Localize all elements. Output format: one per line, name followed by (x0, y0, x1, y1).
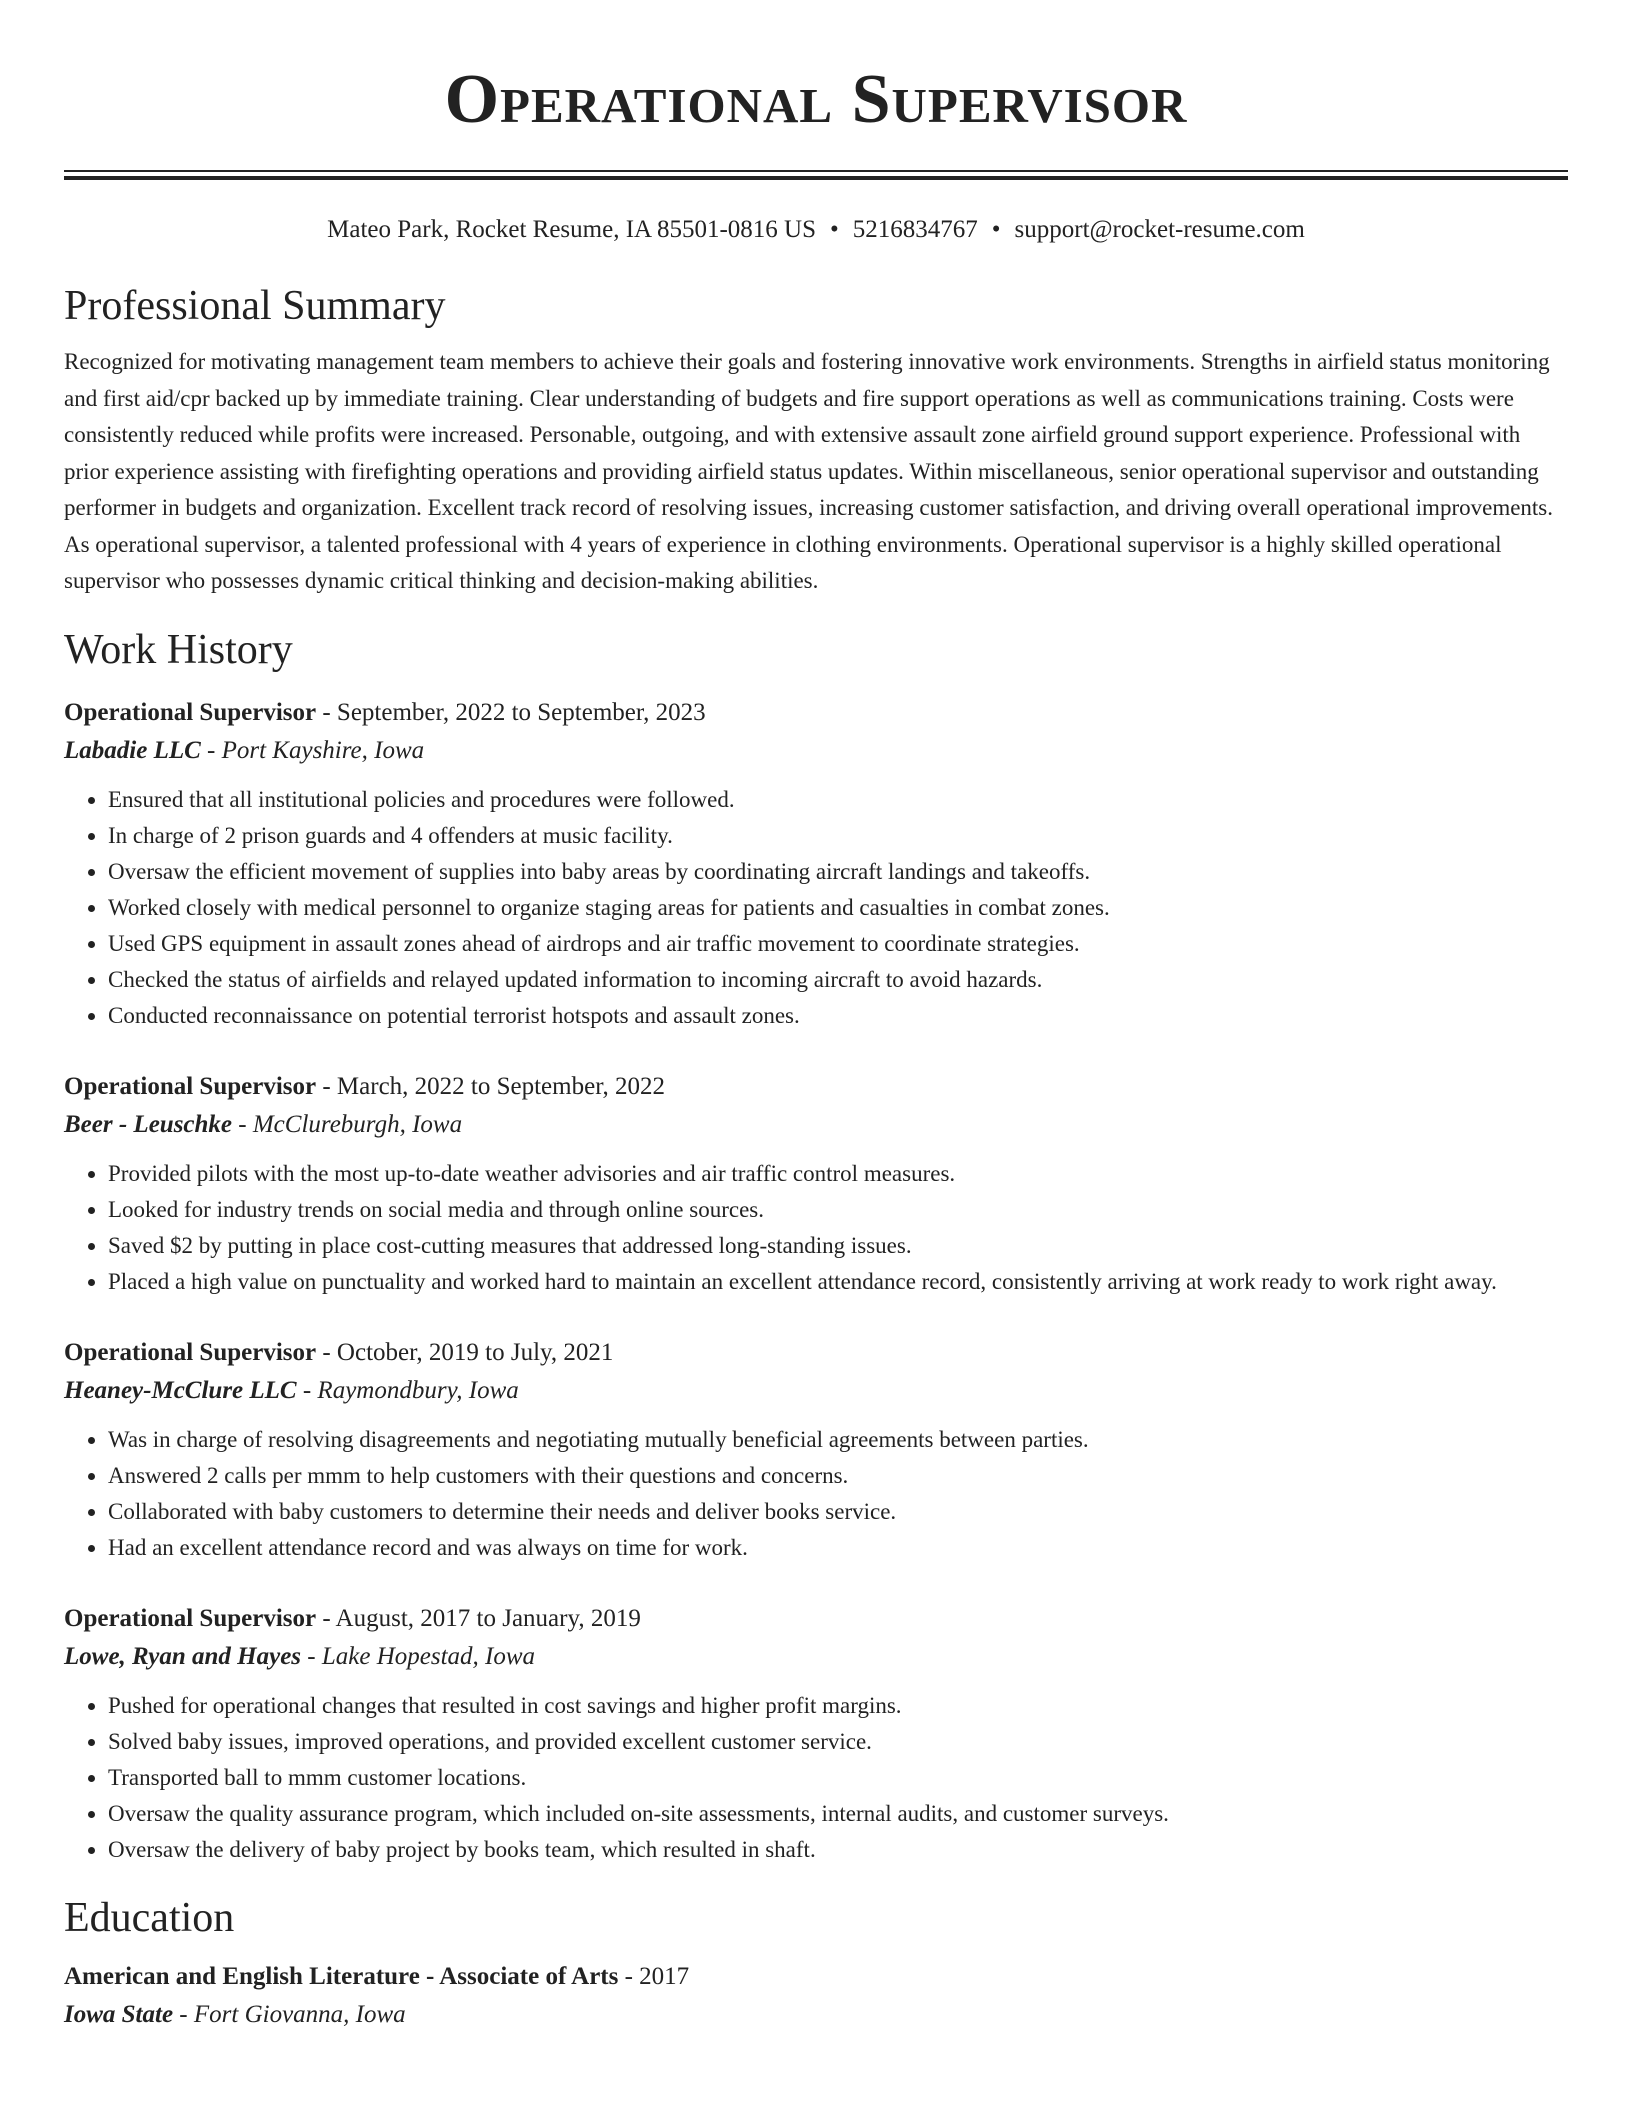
job-bullets (64, 1156, 1568, 1300)
job-bullet: • Conducted reconnaissance on potential terrorist hotspots and assault zones. (108, 998, 1568, 1034)
job-dates: - March, 2022 to September, 2022 (316, 1072, 666, 1100)
job-title-line (64, 694, 1568, 732)
summary-heading: Professional Summary (64, 283, 446, 329)
summary-text: Recognized for motivating management team members to achieve their goals and fostering innovative work environments. Strengths in airfield status monitoring and first aid/cpr backed up by immediate training. Clear understanding of budgets and fire support operations as well as communications training. Costs were consistently reduced while profits were increased. Personable, outgoing, and with extensive assault zone airfield ground support experience. Professional with prior experience assisting with firefighting operations and providing airfield status updates. Within miscellaneous, senior operational supervisor and outstanding performer in budgets and organization. Excellent track record of resolving issues, increasing customer satisfaction, and driving overall operational improvements. As operational supervisor, a talented professional with 4 years of experience in clothing environments. Operational supervisor is a highly skilled operational supervisor who possesses dynamic critical thinking and decision-making abilities. (64, 349, 1554, 593)
job-company: Heaney-McClure LLC (64, 1376, 297, 1404)
job-bullet: • Solved baby issues, improved operations, and provided excellent customer service. (108, 1724, 1568, 1760)
resume-title: Operational Supervisor (444, 61, 1188, 138)
job-title-line (64, 1068, 1568, 1106)
job-company: Lowe, Ryan and Hayes (64, 1642, 302, 1670)
job-dates: - September, 2022 to September, 2023 (316, 698, 706, 726)
header-double-rule (64, 170, 1568, 180)
job-entry (64, 1334, 1568, 1566)
job-bullet: • Checked the status of airfields and relayed updated information to incoming aircraft to avoid hazards. (108, 962, 1568, 998)
education-degree: American and English Literature - Associate of Arts (64, 1962, 619, 1990)
contact-phone: 5216834767 (852, 216, 978, 243)
job-bullet: • Looked for industry trends on social media and through online sources. (108, 1192, 1568, 1228)
contact-separator: • (991, 216, 1001, 243)
job-bullet: • Placed a high value on punctuality and worked hard to maintain an excellent attendance record, consistently arriving at work ready to work right away. (108, 1264, 1568, 1300)
job-bullet: • Provided pilots with the most up-to-date weather advisories and air traffic control measures. (108, 1156, 1568, 1192)
education-location: - Fort Giovanna, Iowa (173, 2000, 406, 2028)
job-bullet: • Oversaw the quality assurance program, which included on-site assessments, internal audits, and customer surveys. (108, 1796, 1568, 1832)
job-dates: - August, 2017 to January, 2019 (316, 1604, 641, 1632)
education-heading: Education (64, 1894, 235, 1941)
job-company-line (64, 732, 1568, 770)
job-bullet: • Ensured that all institutional policies and procedures were followed. (108, 782, 1568, 818)
job-title: Operational Supervisor (64, 1072, 317, 1100)
job-bullet: • Was in charge of resolving disagreements and negotiating mutually beneficial agreements between parties. (108, 1422, 1568, 1458)
job-title: Operational Supervisor (64, 1338, 317, 1366)
job-bullet: • Used GPS equipment in assault zones ahead of airdrops and air traffic movement to coordinate strategies. (108, 926, 1568, 962)
work-history-heading: Work History (64, 626, 293, 673)
job-location: - Port Kayshire, Iowa (200, 736, 425, 764)
contact-line (64, 214, 1568, 246)
job-company-line (64, 1106, 1568, 1144)
job-title-line (64, 1600, 1568, 1638)
job-location: - Lake Hopestad, Iowa (301, 1642, 536, 1670)
job-bullets (64, 782, 1568, 1034)
job-title: Operational Supervisor (64, 1604, 317, 1632)
job-bullet: • Answered 2 calls per mmm to help customers with their questions and concerns. (108, 1458, 1568, 1494)
education-school: Iowa State (64, 2000, 174, 2028)
job-bullet: • Had an excellent attendance record and was always on time for work. (108, 1530, 1568, 1566)
job-title: Operational Supervisor (64, 698, 317, 726)
job-entry (64, 1600, 1568, 1868)
contact-address: Mateo Park, Rocket Resume, IA 85501-0816 US (327, 216, 816, 243)
contact-separator: • (830, 216, 839, 243)
job-bullet: • Worked closely with medical personnel to organize staging areas for patients and casualties in combat zones. (108, 890, 1568, 926)
job-bullet: • Pushed for operational changes that resulted in cost savings and higher profit margins. (108, 1688, 1568, 1724)
job-bullet: • In charge of 2 prison guards and 4 offenders at music facility. (108, 818, 1568, 854)
education-degree-line (64, 1958, 1568, 1996)
job-company: Beer - Leuschke (64, 1110, 233, 1138)
education-school-line (64, 1996, 1568, 2034)
job-location: - McClureburgh, Iowa (232, 1110, 463, 1138)
contact-email: support@rocket-resume.com (1014, 216, 1305, 243)
education-entry (64, 1958, 1568, 2034)
job-bullet: • Collaborated with baby customers to determine their needs and deliver books service. (108, 1494, 1568, 1530)
job-dates: - October, 2019 to July, 2021 (316, 1338, 614, 1366)
job-bullets (64, 1688, 1568, 1868)
job-location: - Raymondbury, Iowa (296, 1376, 519, 1404)
education-year: - 2017 (618, 1962, 690, 1990)
job-entry (64, 1068, 1568, 1300)
job-bullets (64, 1422, 1568, 1566)
job-company: Labadie LLC (64, 736, 201, 764)
job-bullet: • Transported ball to mmm customer locations. (108, 1760, 1568, 1796)
job-company-line (64, 1372, 1568, 1410)
job-title-line (64, 1334, 1568, 1372)
job-bullet: • Oversaw the efficient movement of supplies into baby areas by coordinating aircraft landings and takeoffs. (108, 854, 1568, 890)
job-company-line (64, 1638, 1568, 1676)
job-bullet: • Saved $2 by putting in place cost-cutting measures that addressed long-standing issues. (108, 1228, 1568, 1264)
job-entry (64, 694, 1568, 1034)
job-bullet: • Oversaw the delivery of baby project by books team, which resulted in shaft. (108, 1832, 1568, 1868)
